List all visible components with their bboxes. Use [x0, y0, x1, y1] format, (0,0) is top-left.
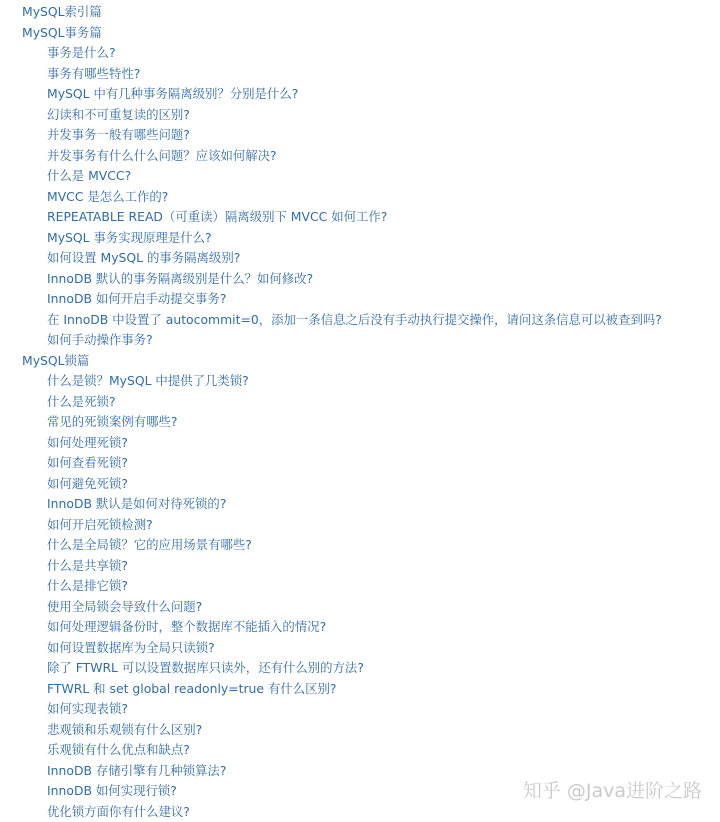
toc-item-link[interactable]: 如何处理死锁?: [0, 433, 720, 454]
toc-item-link[interactable]: 什么是全局锁？它的应用场景有哪些?: [0, 535, 720, 556]
toc-item-link[interactable]: 如何开启死锁检测?: [0, 515, 720, 536]
toc-item-link[interactable]: InnoDB 默认是如何对待死锁的?: [0, 494, 720, 515]
toc-item-link[interactable]: 并发事务一般有哪些问题?: [0, 125, 720, 146]
toc-item-link[interactable]: 什么是排它锁?: [0, 576, 720, 597]
table-of-contents: [0, 2, 720, 822]
toc-item-link[interactable]: 事务是什么?: [0, 43, 720, 64]
toc-item-link[interactable]: MVCC 是怎么工作的?: [0, 187, 720, 208]
toc-section-link[interactable]: MySQL索引篇: [0, 2, 720, 23]
toc-item-link[interactable]: FTWRL 和 set global readonly=true 有什么区别?: [0, 679, 720, 700]
toc-item-link[interactable]: 常见的死锁案例有哪些?: [0, 412, 720, 433]
toc-item-link[interactable]: REPEATABLE READ（可重读）隔离级别下 MVCC 如何工作?: [0, 207, 720, 228]
toc-item-link[interactable]: 什么是 MVCC?: [0, 166, 720, 187]
toc-item-link[interactable]: 如何设置数据库为全局只读锁?: [0, 638, 720, 659]
toc-item-link[interactable]: InnoDB 存储引擎有几种锁算法?: [0, 761, 720, 782]
toc-item-link[interactable]: 如何手动操作事务?: [0, 330, 720, 351]
toc-item-link[interactable]: 乐观锁有什么优点和缺点?: [0, 740, 720, 761]
toc-section-link[interactable]: MySQL事务篇: [0, 23, 720, 44]
toc-item-link[interactable]: 什么是共享锁?: [0, 556, 720, 577]
toc-item-link[interactable]: 如何实现表锁?: [0, 699, 720, 720]
toc-item-link[interactable]: 使用全局锁会导致什么问题?: [0, 597, 720, 618]
toc-item-link[interactable]: 如何查看死锁?: [0, 453, 720, 474]
toc-item-link[interactable]: 什么是锁？MySQL 中提供了几类锁?: [0, 371, 720, 392]
toc-item-link[interactable]: 事务有哪些特性?: [0, 64, 720, 85]
toc-item-link[interactable]: 优化锁方面你有什么建议?: [0, 802, 720, 822]
toc-item-link[interactable]: MySQL 事务实现原理是什么?: [0, 228, 720, 249]
toc-item-link[interactable]: 什么是死锁?: [0, 392, 720, 413]
toc-item-link[interactable]: 如何设置 MySQL 的事务隔离级别?: [0, 248, 720, 269]
toc-item-link[interactable]: 如何避免死锁?: [0, 474, 720, 495]
toc-section-link[interactable]: MySQL锁篇: [0, 351, 720, 372]
toc-item-link[interactable]: 并发事务有什么什么问题？应该如何解决?: [0, 146, 720, 167]
toc-item-link[interactable]: InnoDB 如何开启手动提交事务?: [0, 289, 720, 310]
toc-item-link[interactable]: 如何处理逻辑备份时，整个数据库不能插入的情况?: [0, 617, 720, 638]
watermark: 知乎 @Java进阶之路: [523, 776, 702, 803]
toc-item-link[interactable]: InnoDB 默认的事务隔离级别是什么？如何修改?: [0, 269, 720, 290]
toc-item-link[interactable]: InnoDB 如何实现行锁?: [0, 781, 720, 802]
toc-item-link[interactable]: MySQL 中有几种事务隔离级别？分别是什么?: [0, 84, 720, 105]
toc-item-link[interactable]: 除了 FTWRL 可以设置数据库只读外，还有什么别的方法?: [0, 658, 720, 679]
toc-item-link[interactable]: 悲观锁和乐观锁有什么区别?: [0, 720, 720, 741]
toc-item-link[interactable]: 在 InnoDB 中设置了 autocommit=0，添加一条信息之后没有手动执行提交操作，请问这条信息可以被查到吗?: [0, 310, 720, 331]
toc-item-link[interactable]: 幻读和不可重复读的区别?: [0, 105, 720, 126]
